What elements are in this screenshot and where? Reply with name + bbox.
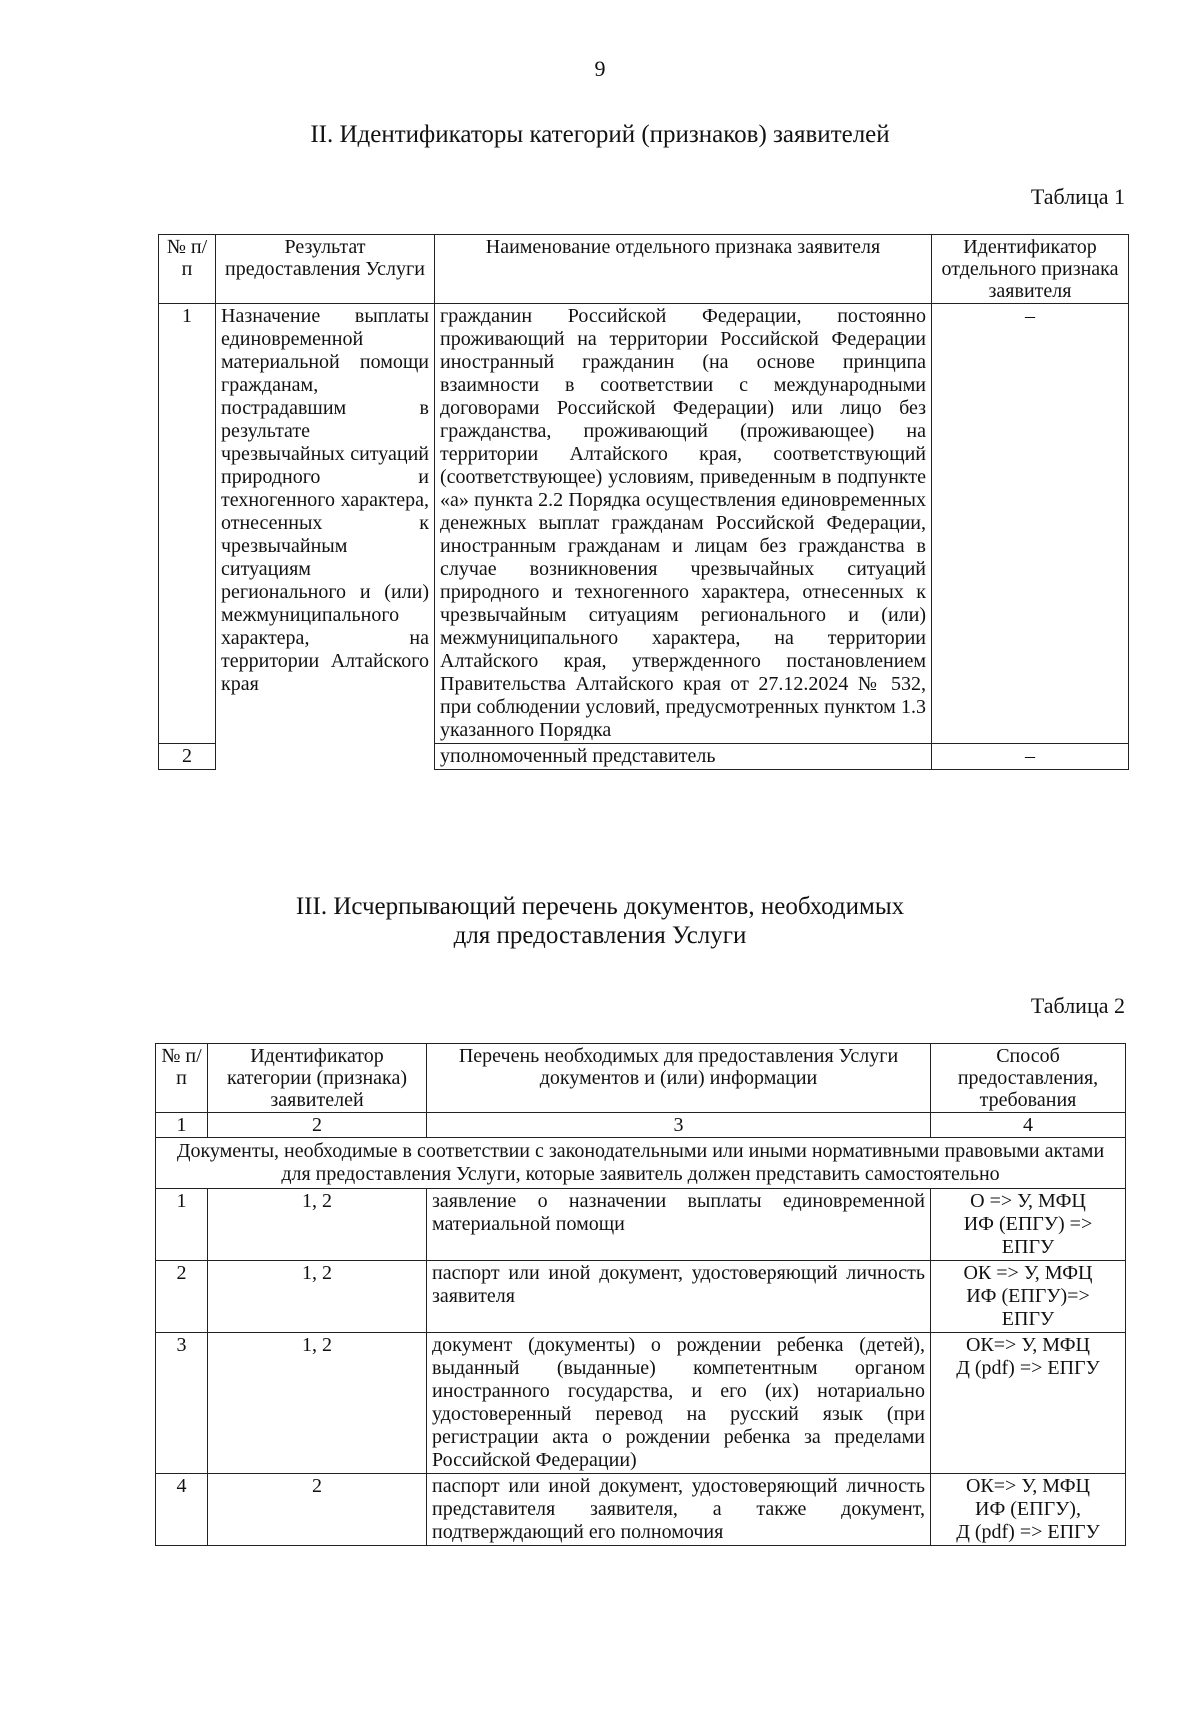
column-number: 3 [427, 1113, 931, 1138]
document-description: заявление о назначении выплаты единовременной материальной помощи [427, 1189, 931, 1261]
column-number: 1 [156, 1113, 208, 1138]
method-line: Д (pdf) => ЕПГУ [956, 1357, 1100, 1379]
header-cell: Идентификатор отдельного признака заявителя [932, 235, 1129, 304]
table-caption-1: Таблица 1 [1030, 184, 1125, 209]
document-description: документ (документы) о рождении ребенка (детей), выданный (выданные) компетентным органом иностранного государства, и его (их) нотариально удостоверенный перевод на русский язык (при регистрации акта о рождении ребенка за пределами Российской Федерации) [427, 1333, 931, 1474]
header-cell: Результат предоставления Услуги [216, 235, 435, 304]
header-cell: Идентификатор категории (признака) заявителей [208, 1044, 427, 1113]
section-title-documents-line1: III. Исчерпывающий перечень документов, необходимых [295, 893, 905, 920]
row-number: 2 [159, 744, 216, 770]
row-number: 3 [156, 1333, 208, 1474]
criterion-name: уполномоченный представитель [435, 744, 932, 770]
column-number-row [156, 1113, 1126, 1138]
header-cell: № п/п [156, 1044, 208, 1113]
page-number: 9 [594, 56, 606, 81]
applicant-category: 1, 2 [208, 1333, 427, 1474]
applicant-category: 2 [208, 1474, 427, 1546]
table-row [156, 1261, 1126, 1333]
submission-method [931, 1261, 1126, 1333]
row-number: 1 [156, 1189, 208, 1261]
header-cell: Перечень необходимых для предоставления Услуги документов и (или) информации [427, 1044, 931, 1113]
table-row [156, 1333, 1126, 1474]
submission-method [931, 1189, 1126, 1261]
service-result: Назначение выплаты единовременной материальной помощи гражданам, пострадавшим в результате чрезвычайных ситуаций природного и техногенного характера, отнесенных к чрезвычайным ситуациям регионального и (или) межмуниципального характера, на территории Алтайского края [216, 304, 435, 770]
submission-method [931, 1474, 1126, 1546]
header-cell: Наименование отдельного признака заявителя [435, 235, 932, 304]
applicant-categories-table [158, 234, 1129, 770]
table-header-row [159, 235, 1129, 304]
method-line: О => У, МФЦ [970, 1190, 1086, 1212]
method-line: Д (pdf) => ЕПГУ [956, 1521, 1100, 1543]
column-number: 4 [931, 1113, 1126, 1138]
applicant-category: 1, 2 [208, 1261, 427, 1333]
method-line: ОК=> У, МФЦ [965, 1475, 1090, 1497]
table-row [159, 304, 1129, 744]
table-row [156, 1474, 1126, 1546]
table-header-row [156, 1044, 1126, 1113]
submission-method [931, 1333, 1126, 1474]
column-number: 2 [208, 1113, 427, 1138]
documents-group-heading: Документы, необходимые в соответствии с законодательными или иными нормативными правовыми актами для предоставления Услуги, которые заявитель должен представить самостоятельно [156, 1138, 1126, 1189]
method-line: ОК=> У, МФЦ [965, 1334, 1090, 1356]
documents-group-row [156, 1138, 1126, 1189]
table-row [156, 1189, 1126, 1261]
row-number: 1 [159, 304, 216, 744]
criterion-identifier: – [932, 304, 1129, 744]
criterion-name: гражданин Российской Федерации, постоянно проживающий на территории Российской Федерации иностранный гражданин (на основе принципа взаимности в соответствии с международными договорами Российской Федерации) или лицо без гражданства, проживающий (проживающее) на территории Алтайского края, соответствующий (соответствующее) условиям, приведенным в подпункте «а» пункта 2.2 Порядка осуществления единовременных денежных выплат гражданам Российской Федерации, иностранным гражданам и лицам без гражданства в случае возникновения чрезвычайных ситуаций природного и техногенного характера, отнесенных к чрезвычайным ситуациям регионального и (или) межмуниципального характера, на территории Алтайского края, утвержденного постановлением Правительства Алтайского края от 27.12.2024 № 532, при соблюдении условий, предусмотренных пунктом 1.3 указанного Порядка [435, 304, 932, 744]
table-caption-2: Таблица 2 [1030, 993, 1125, 1018]
document-description: паспорт или иной документ, удостоверяющий личность представителя заявителя, а также документ, подтверждающий его полномочия [427, 1474, 931, 1546]
document-description: паспорт или иной документ, удостоверяющий личность заявителя [427, 1261, 931, 1333]
method-line: ЕПГУ [1001, 1236, 1055, 1258]
header-cell: Способ предоставления, требования [931, 1044, 1126, 1113]
documents-table [155, 1043, 1126, 1546]
row-number: 2 [156, 1261, 208, 1333]
applicant-category: 1, 2 [208, 1189, 427, 1261]
method-line: ИФ (ЕПГУ), [975, 1498, 1081, 1520]
method-line: ОК => У, МФЦ [963, 1262, 1093, 1284]
method-line: ЕПГУ [1001, 1308, 1055, 1330]
header-cell: № п/п [159, 235, 216, 304]
method-line: ИФ (ЕПГУ)=> [966, 1285, 1090, 1307]
row-number: 4 [156, 1474, 208, 1546]
method-line: ИФ (ЕПГУ) => [963, 1213, 1093, 1235]
section-title-identifiers: II. Идентификаторы категорий (признаков) заявителей [310, 121, 890, 148]
section-title-documents-line2: для предоставления Услуги [453, 922, 747, 949]
criterion-identifier: – [932, 744, 1129, 770]
